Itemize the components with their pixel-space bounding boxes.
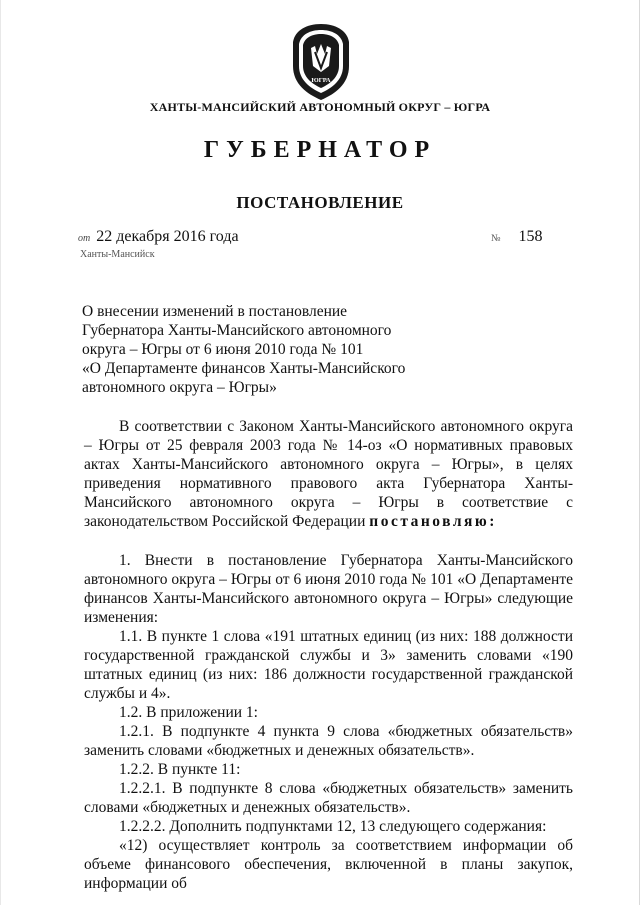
number-sign: № [491,233,501,244]
date-prefix: от [78,233,91,244]
document-subject [82,302,406,397]
item-paragraph: 1.2.2. В пункте 11: [119,761,241,778]
item-paragraph: 1. Внести в постановление Губернатора Ханты-Мансийского автономного округа – Югры от 6 июня 2010 года № 101 «О Департаменте финансов Ханты-Мансийского автономного округа – Югры» следующие изменения: [84,552,573,626]
subject-line: О внесении изменений в постановление [82,303,348,320]
date-value: 22 декабря 2016 года [96,228,239,245]
subject-line: округа – Югры от 6 июня 2010 года № 101 [82,341,364,358]
decree-word: постановляю: [369,513,497,530]
preamble-paragraph [84,417,573,531]
authority-title: ГУБЕРНАТОР [203,137,437,163]
region-name: ХАНТЫ-МАНСИЙСКИЙ АВТОНОМНЫЙ ОКРУГ – ЮГРА [149,100,491,114]
number-value: 158 [518,228,543,245]
subject-line: Губернатора Ханты-Мансийского автономного [82,322,392,339]
item-paragraph: 1.2.1. В подпункте 4 пункта 9 слова «бюджетных обязательств» заменить словами «бюджетных и денежных обязательств». [84,723,573,759]
subject-line: автономного округа – Югры» [82,379,277,396]
coat-of-arms-emblem [289,22,353,102]
item-paragraph: 1.2.2.1. В подпункте 8 слова «бюджетных обязательств» заменить словами «бюджетных и денежных обязательств». [84,780,573,816]
item-paragraph: 1.2. В приложении 1: [119,704,258,721]
document-body [84,417,573,893]
document-number [491,228,543,246]
subject-line: «О Департаменте финансов Ханты-Мансийского [82,360,406,377]
preamble-text: В соответствии с Законом Ханты-Мансийского автономного округа – Югры от 25 февраля 2003 года № 14-оз «О нормативных правовых актах Ханты-Мансийского автономного округа – Югры», в целях приведения нормативного правового акта Губернатора Ханты-Мансийского автономного округа – Югры в соответствие с законодательством Российской Федерации [84,418,573,530]
item-paragraph: 1.1. В пункте 1 слова «191 штатных единиц (из них: 188 должности государственной гражданской службы и 3» заменить словами «190 штатных единиц (из них: 186 должности государственной гражданской службы и 4». [84,628,573,702]
svg-text:ЮГРА: ЮГРА [311,77,331,84]
item-paragraph: 1.2.2.2. Дополнить подпунктами 12, 13 следующего содержания: [119,818,547,835]
document-city: Ханты-Мансийск [80,249,155,260]
document-date [78,228,239,246]
item-paragraph: «12) осуществляет контроль за соответствием информации об объеме финансового обеспечения, включенной в планы закупок, информации об [84,837,573,892]
document-type: ПОСТАНОВЛЕНИЕ [236,193,404,212]
left-scan-edge [0,0,1,905]
